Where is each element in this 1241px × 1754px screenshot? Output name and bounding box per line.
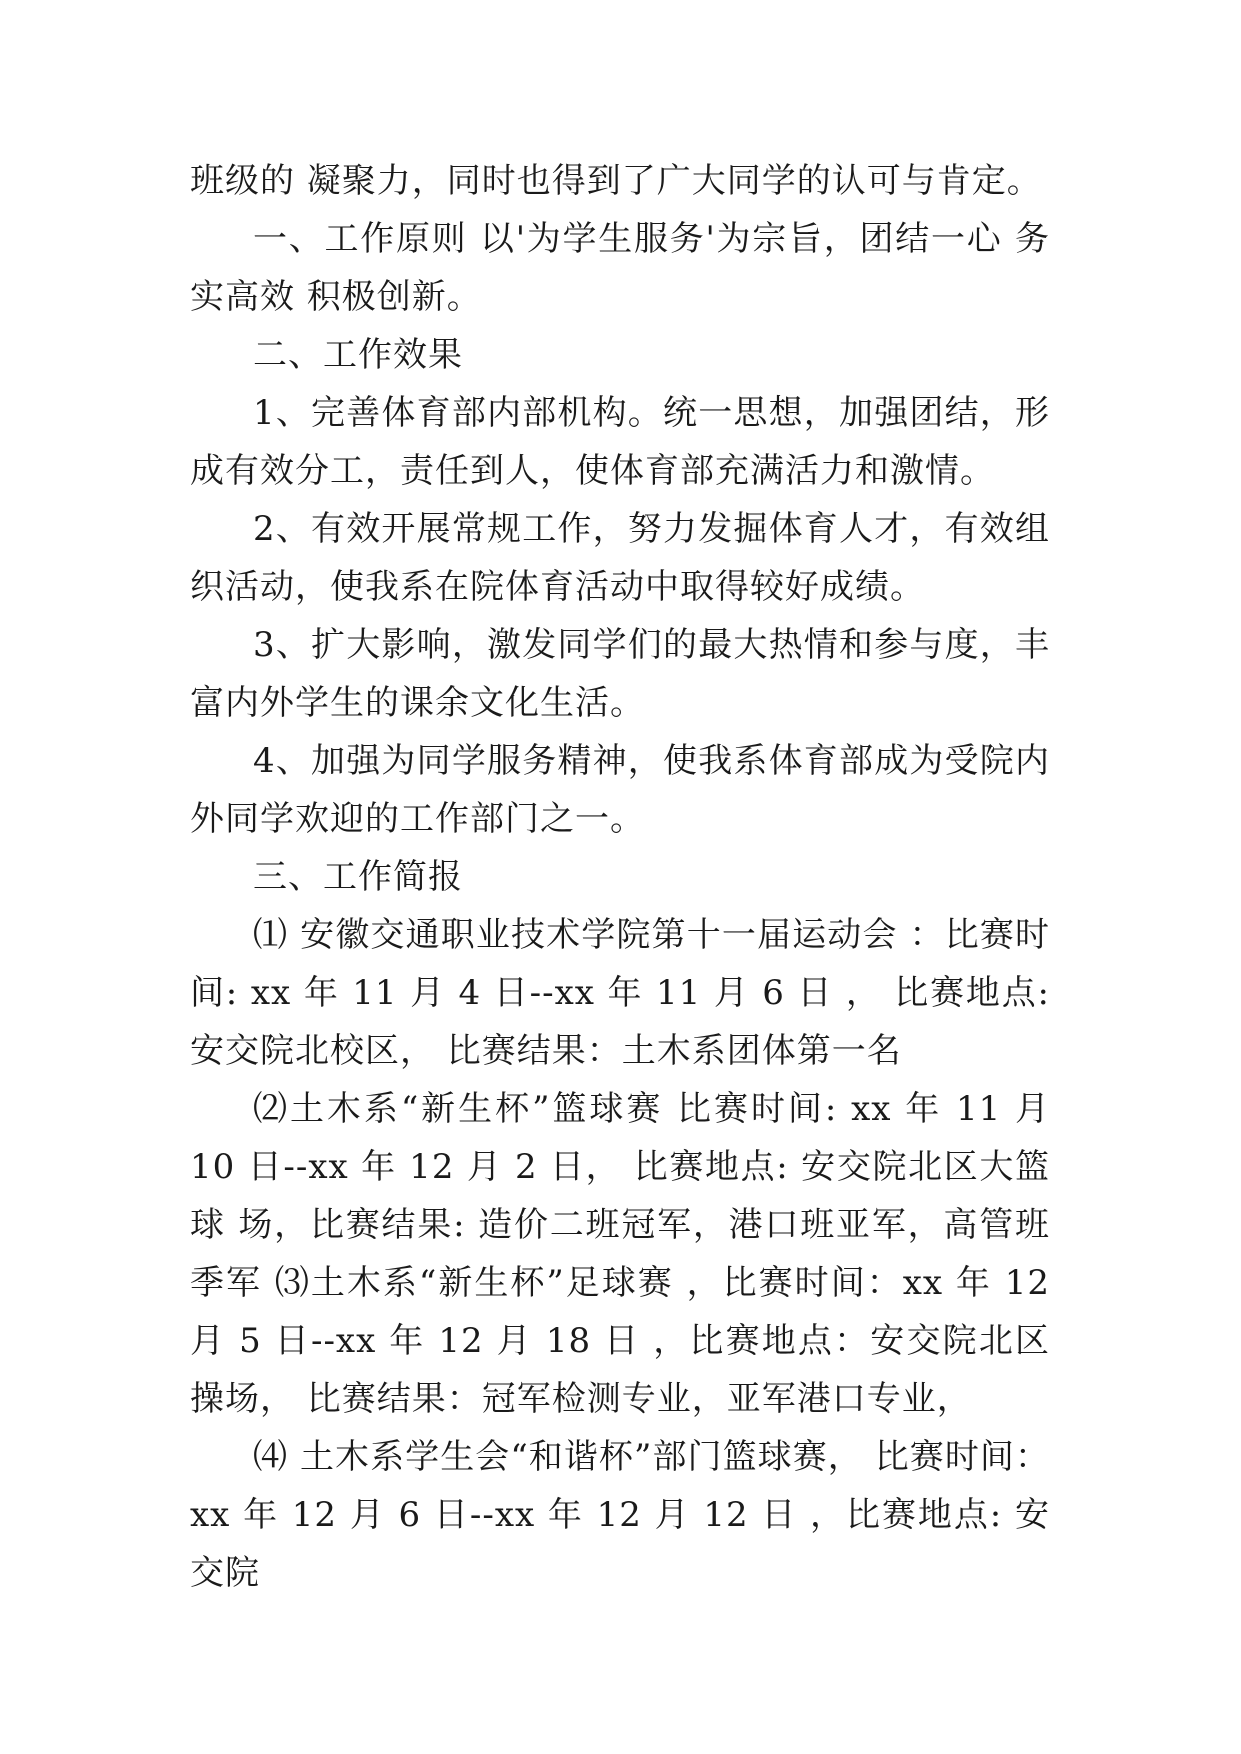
heading-work-briefing: 三、工作简报 <box>253 857 463 897</box>
paragraph-continuation: 班级的 凝聚力，同时也得到了广大同学的认可与肯定。 <box>190 161 1042 201</box>
paragraph-work-principle: 一、工作原则 以'为学生服务'为宗旨，团结一心 务实高效 积极创新。 <box>190 219 1050 317</box>
paragraph-briefing-1: ⑴ 安徽交通职业技术学院第十一届运动会 ：比赛时间: xx 年 11 月 4 日--xx 年 11 月 6 日 ， 比赛地点: 安交院北校区， 比赛结果：土木系团体第一名 <box>190 915 1050 1071</box>
paragraph-result-1: 1、完善体育部内部机构。统一思想，加强团结，形成有效分工，责任到人，使体育部充满活力和激情。 <box>190 393 1050 491</box>
paragraph-result-3: 3、扩大影响，激发同学们的最大热情和参与度，丰富内外学生的课余文化生活。 <box>190 625 1050 723</box>
paragraph-briefing-4: ⑷ 土木系学生会“和谐杯”部门篮球赛， 比赛时间：xx 年 12 月 6 日--xx 年 12 月 12 日 ，比赛地点: 安交院 <box>190 1437 1050 1593</box>
paragraph-result-4: 4、加强为同学服务精神，使我系体育部成为受院内外同学欢迎的工作部门之一。 <box>190 741 1050 839</box>
heading-work-results: 二、工作效果 <box>253 335 463 375</box>
paragraph-result-2: 2、有效开展常规工作，努力发掘体育人才，有效组织活动，使我系在院体育活动中取得较好成绩。 <box>190 509 1050 607</box>
document-body <box>190 152 1050 1602</box>
paragraph-briefing-2-3: ⑵土木系“新生杯”篮球赛 比赛时间: xx 年 11 月 10 日--xx 年 12 月 2 日， 比赛地点: 安交院北区大篮球 场，比赛结果: 造价二班冠军，港口班亚军，高管班季军 ⑶土木系“新生杯”足球赛 ，比赛时间：xx 年 12 月 5 日--xx 年 12 月 18 日 ，比赛地点：安交院北区操场， 比赛结果：冠军检测专业，亚军港口专业， <box>190 1089 1050 1419</box>
